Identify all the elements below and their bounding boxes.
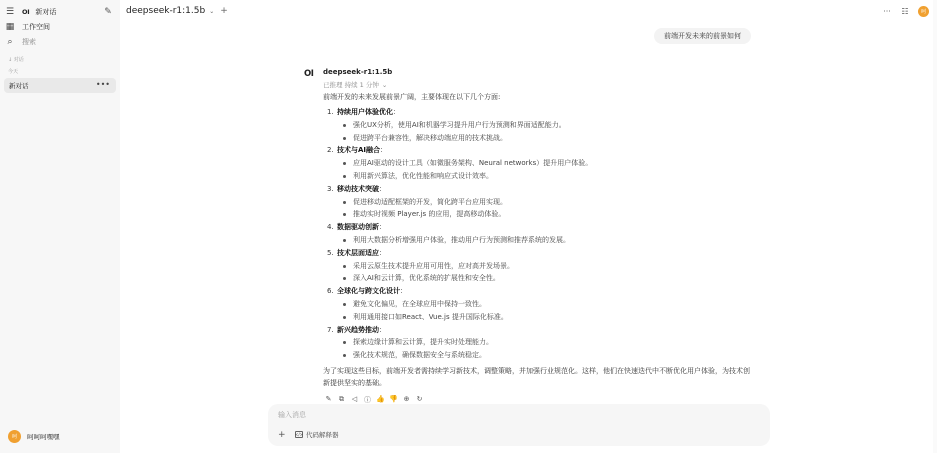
model-name: deepseek-r1:1.5b bbox=[126, 6, 206, 16]
point-number: 1. bbox=[327, 108, 334, 116]
assistant-model-name: deepseek-r1:1.5b bbox=[323, 68, 393, 76]
header-actions bbox=[882, 6, 929, 17]
point-subitem: 探索边缘计算和云计算，提升实时处理能力。 bbox=[353, 336, 753, 349]
scrollbar[interactable] bbox=[933, 0, 937, 453]
sidebar-logo: OI bbox=[22, 8, 30, 16]
new-chat-label: 新对话 bbox=[35, 8, 57, 16]
point-subitems bbox=[337, 119, 753, 145]
point-heading bbox=[327, 221, 753, 234]
chat-input-box bbox=[268, 404, 770, 446]
add-model-icon[interactable]: + bbox=[220, 6, 228, 16]
workspace-label: 工作空间 bbox=[22, 23, 50, 31]
point-heading bbox=[327, 324, 753, 337]
point-heading bbox=[327, 183, 753, 196]
point-colon: ： bbox=[379, 325, 386, 334]
point-subitem: 推动实时视频 Player.js 的应用，提高移动体验。 bbox=[353, 208, 753, 221]
point-colon: ： bbox=[379, 223, 386, 232]
answer-point bbox=[323, 144, 753, 182]
point-title: 技术与AI融合 bbox=[337, 146, 381, 155]
answer-point bbox=[323, 247, 753, 285]
sidebar-item-workspace[interactable] bbox=[4, 21, 50, 33]
avatar: 呵 bbox=[8, 430, 21, 443]
code-interpreter-button[interactable] bbox=[295, 430, 339, 439]
new-chat-button[interactable] bbox=[4, 6, 56, 18]
answer-point bbox=[323, 324, 753, 362]
chevron-down-icon: ⌄ bbox=[381, 80, 388, 89]
answer-points-list bbox=[323, 106, 753, 362]
sidebar bbox=[0, 0, 120, 453]
grid-icon: ▦ bbox=[5, 22, 15, 32]
point-title: 移动技术突破 bbox=[337, 184, 379, 193]
user-profile[interactable] bbox=[8, 430, 60, 443]
assistant-message-content bbox=[323, 91, 753, 390]
chat-item-title: 新对话 bbox=[9, 82, 29, 90]
answer-point bbox=[323, 285, 753, 323]
more-options-icon[interactable]: ••• bbox=[95, 80, 110, 89]
point-number: 6. bbox=[327, 287, 334, 296]
settings-sliders-icon[interactable]: ☷ bbox=[901, 7, 909, 16]
answer-outro: 为了实现这些目标，前端开发者需持续学习新技术，调整策略，并加强行业规范化。这样，他们在快速迭代中不断优化用户体验，为技术创新提供坚实的基础。 bbox=[323, 366, 750, 388]
point-colon: ： bbox=[380, 146, 388, 155]
point-colon: ： bbox=[379, 184, 386, 193]
point-subitem: 应用AI驱动的设计工具（如微服务架构、Neural networks）提升用户体验。 bbox=[353, 157, 753, 170]
point-number: 2. bbox=[327, 146, 334, 155]
point-subitems bbox=[337, 298, 753, 324]
point-subitem: 利用大数据分析增强用户体验，推动用户行为预测和推荐系统的发展。 bbox=[353, 234, 753, 247]
point-subitem: 强化技术规范，确保数据安全与系统稳定。 bbox=[353, 349, 753, 362]
point-subitem: 深入AI和云计算，优化系统的扩展性和安全性。 bbox=[353, 272, 753, 285]
point-colon: ： bbox=[400, 287, 407, 296]
reasoning-status-text: 已推理 持续 1 分钟 bbox=[323, 81, 379, 89]
read-aloud-icon[interactable]: ◁ bbox=[351, 395, 358, 403]
sidebar-search[interactable] bbox=[4, 36, 36, 48]
point-title: 技术层面适应 bbox=[337, 248, 379, 257]
thumbs-down-icon[interactable]: 👎 bbox=[389, 395, 398, 403]
user-name: 呵呵呵嘿嘿 bbox=[27, 433, 60, 441]
info-icon[interactable]: ⓘ bbox=[364, 396, 371, 404]
point-subitems bbox=[337, 196, 753, 222]
point-subitem: 利用通用接口如React、Vue.js 提升国际化标准。 bbox=[353, 311, 753, 324]
edit-icon[interactable]: ✎ bbox=[325, 395, 332, 403]
thumbs-up-icon[interactable]: 👍 bbox=[376, 395, 385, 403]
point-colon: ： bbox=[393, 108, 400, 116]
point-subitems bbox=[337, 260, 753, 286]
point-title: 全球化与跨文化设计 bbox=[337, 287, 400, 296]
point-subitems bbox=[337, 336, 753, 362]
point-subitem: 采用云原生技术提升应用可用性，应对高并发场景。 bbox=[353, 260, 753, 273]
point-number: 5. bbox=[327, 248, 334, 257]
point-subitem: 促进移动适配框架的开发，简化跨平台应用实现。 bbox=[353, 196, 753, 209]
answer-point bbox=[323, 221, 753, 247]
answer-intro: 前端开发的未来发展前景广阔，主要体现在以下几个方面: bbox=[323, 93, 501, 101]
answer-point bbox=[323, 106, 753, 144]
point-heading bbox=[327, 285, 753, 298]
add-attachment-icon[interactable]: + bbox=[278, 430, 286, 440]
point-subitem: 强化UX分析，使用AI和机器学习提升用户行为预测和界面适配能力。 bbox=[353, 119, 753, 132]
point-subitem: 避免文化偏见，在全球应用中保持一致性。 bbox=[353, 298, 753, 311]
message-input[interactable] bbox=[278, 411, 758, 419]
menu-icon[interactable]: ☰ bbox=[5, 7, 15, 17]
compose-icon[interactable]: ✎ bbox=[104, 7, 112, 17]
reasoning-status-toggle[interactable] bbox=[323, 80, 387, 89]
section-collapse-toggle[interactable]: ↓ 对话 bbox=[8, 57, 24, 63]
continue-icon[interactable]: ⊕ bbox=[403, 395, 410, 403]
search-icon: ⌕ bbox=[7, 37, 13, 47]
section-today: 今天 bbox=[8, 69, 19, 75]
assistant-logo: OI bbox=[304, 69, 314, 79]
point-subitem: 促进跨平台兼容性，解决移动端应用的技术挑战。 bbox=[353, 132, 753, 145]
point-title: 新兴趋势推动 bbox=[337, 325, 379, 334]
point-subitems bbox=[337, 157, 753, 183]
point-heading bbox=[327, 247, 753, 260]
user-message-bubble: 前端开发未来的前景如何 bbox=[654, 28, 751, 44]
more-icon[interactable]: ··· bbox=[883, 7, 891, 16]
code-icon: </> bbox=[294, 432, 304, 437]
model-selector[interactable] bbox=[126, 6, 228, 16]
point-title: 数据驱动创新 bbox=[337, 223, 379, 232]
point-title: 持续用户体验优化 bbox=[337, 108, 393, 116]
answer-point bbox=[323, 183, 753, 221]
code-interpreter-label: 代码解释器 bbox=[306, 431, 339, 439]
regenerate-icon[interactable]: ↻ bbox=[416, 395, 423, 403]
point-heading bbox=[327, 144, 753, 157]
chevron-down-icon: ⌄ bbox=[209, 7, 215, 15]
point-number: 4. bbox=[327, 223, 334, 232]
header-avatar[interactable]: 呵 bbox=[918, 6, 929, 17]
point-heading bbox=[327, 106, 753, 119]
point-subitems bbox=[337, 234, 753, 247]
chat-list-item[interactable] bbox=[4, 78, 116, 93]
point-number: 7. bbox=[327, 325, 334, 334]
point-colon: ： bbox=[379, 248, 386, 257]
point-number: 3. bbox=[327, 184, 334, 193]
search-label: 搜索 bbox=[22, 38, 36, 46]
point-subitem: 利用新兴算法，优化性能和响应式设计效率。 bbox=[353, 170, 753, 183]
copy-icon[interactable]: ⧉ bbox=[339, 395, 344, 403]
